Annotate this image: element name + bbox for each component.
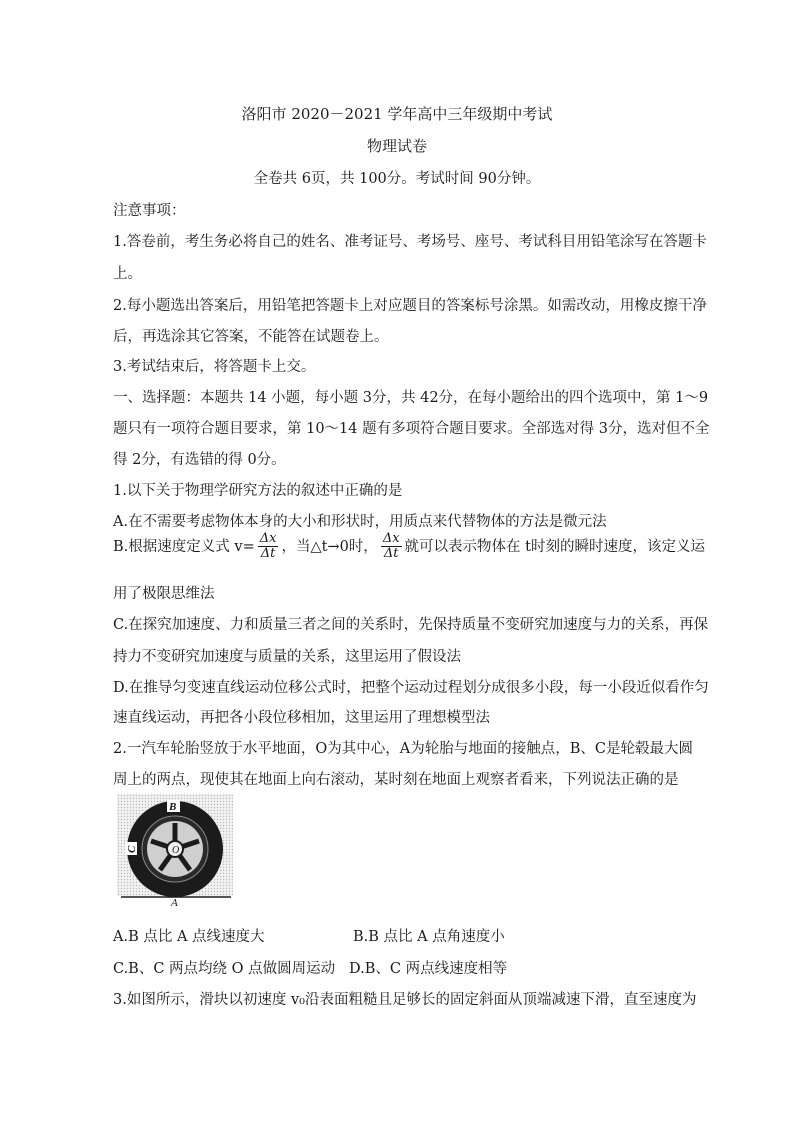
label-a: A [171,897,178,906]
q2-stem-1: 2.一汽车轮胎竖放于水平地面，O为其中心，A为轮胎与地面的接触点，B、C是轮毂最大圆 [113,741,693,757]
q2-option-c: C.B、C 两点均绕 O 点做圆周运动 [113,961,336,977]
q2-option-b: B.B 点比 A 点角速度小 [353,929,505,945]
tire-figure [117,794,233,906]
velocity-fraction-2 [381,532,402,562]
section1-instructions-1: 一、选择题：本题共 14 小题，每小题 3分，共 42分，在每小题给出的四个选项中，第 1～9 [113,390,709,406]
q3-stem: 3.如图所示，滑块以初速度 v₀沿表面粗糙且足够长的固定斜面从顶端减速下滑，直至速度为 [113,992,697,1008]
notes-heading: 注意事项： [113,203,186,219]
q2-stem-2: 周上的两点，现使其在地面上向右滚动，某时刻在地面上观察者看来，下列说法正确的是 [113,772,679,788]
fraction-numerator-2: Δx [382,531,400,546]
q1-option-b [113,531,705,562]
notes-item-2: 2.每小题选出答案后，用铅笔把答题卡上对应题目的答案标号涂黑。如需改动，用橡皮擦干净 [113,298,707,314]
notes-item-3: 3.考试结束后，将答题卡上交。 [113,359,316,375]
q1-option-d: D.在推导匀变速直线运动位移公式时，把整个运动过程划分成很多小段，每一小段近似看作匀 [113,680,709,696]
q1-option-b-mid: ，当△t→0时， [281,538,378,555]
notes-item-1: 1.答卷前，考生务必将自己的姓名、准考证号、考场号、座号、考试科目用铅笔涂写在答题卡 [113,234,707,250]
notes-item-2-cont: 后，再选涂其它答案，不能答在试题卷上。 [113,329,389,345]
notes-item-1-cont: 上。 [113,266,142,282]
label-b: B [169,801,177,813]
label-o: O [172,845,180,856]
q1-option-b-cont: 用了极限思维法 [113,586,215,602]
q1-option-b-pre: B.根据速度定义式 v= [113,538,255,555]
q1-option-d-cont: 速直线运动，再把各小段位移相加，这里运用了理想模型法 [113,710,490,726]
label-c: C [126,845,138,853]
section1-instructions-2: 题只有一项符合题目要求，第 10～14 题有多项符合题目要求。全部选对得 3分，选对但不全 [113,421,710,437]
fraction-denominator-2: Δt [383,546,399,562]
q2-option-d: D.B、C 两点线速度相等 [349,961,508,977]
q1-option-c-cont: 持力不变研究加速度与质量的关系，这里运用了假设法 [113,649,461,665]
q2-option-a: A.B 点比 A 点线速度大 [113,929,265,945]
exam-title: 洛阳市 2020－2021 学年高中三年级期中考试 [241,105,553,123]
q1-stem: 1.以下关于物理学研究方法的叙述中正确的是 [113,483,403,499]
exam-subtitle: 物理试卷 [366,137,427,155]
q1-option-a: A.在不需要考虑物体本身的大小和形状时，用质点来代替物体的方法是微元法 [113,514,607,530]
section1-instructions-3: 得 2分，有选错的得 0分。 [113,452,286,468]
q1-option-b-post: 就可以表示物体在 t时刻的瞬时速度，该定义运 [404,538,705,555]
exam-info: 全卷共 6页，共 100分。考试时间 90分钟。 [253,171,541,187]
fraction-denominator: Δt [260,546,276,562]
velocity-fraction [258,532,279,562]
q1-option-c: C.在探究加速度、力和质量三者之间的关系时，先保持质量不变研究加速度与力的关系，再保 [113,617,709,633]
fraction-numerator: Δx [259,531,277,546]
